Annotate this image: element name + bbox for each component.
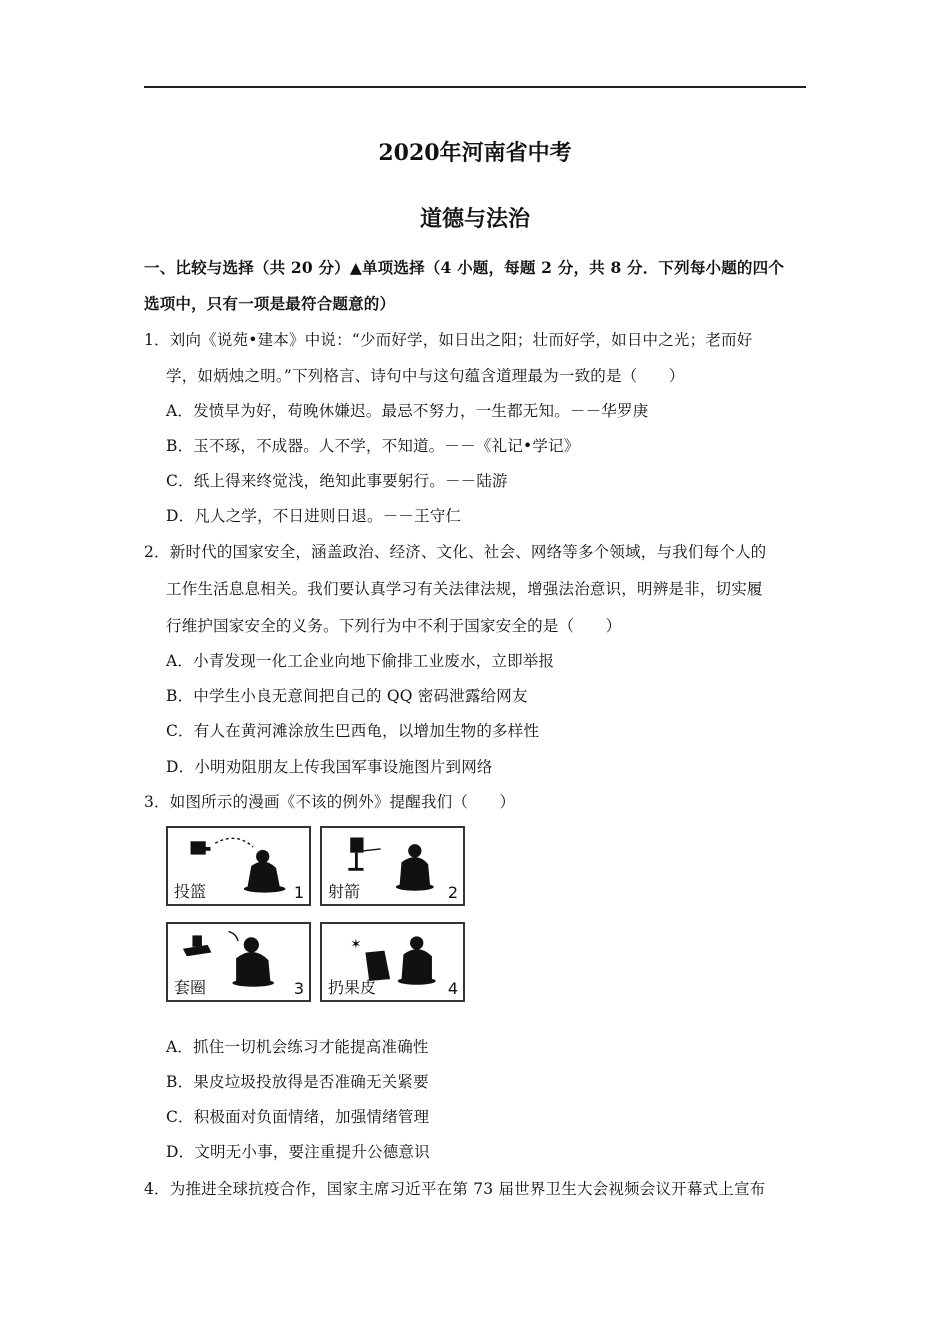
q1-option-d: D．凡人之学，不日进则日退。－－王守仁 [166,507,462,525]
comic-panel-1 [166,826,311,906]
q2-option-a: A．小青发现一化工企业向地下偷排工业废水，立即举报 [166,652,555,670]
comic-panel-3-label: 套圈 [174,978,207,997]
q3-stem-line1: 3．如图所示的漫画《不该的例外》提醒我们（ ） [144,793,516,811]
comic-panel-2-label: 射箭 [328,882,361,901]
header-rule [144,86,806,88]
section-heading-line2: 选项中，只有一项是最符合题意的） [144,294,396,313]
q2-option-b: B．中学生小良无意间把自己的 QQ 密码泄露给网友 [166,687,528,705]
q3-option-c: C．积极面对负面情绪，加强情绪管理 [166,1108,430,1126]
comic-panel-1-label: 投篮 [174,882,207,901]
section-heading-line1: 一、比较与选择（共 20 分）▲单项选择（4 小题，每题 2 分，共 8 分．下列每小题的四个 [144,258,785,277]
q2-stem-line2: 工作生活息息相关。我们要认真学习有关法律法规，增强法治意识，明辨是非，切实履 [166,580,763,598]
q2-option-d: D．小明劝阻朋友上传我国军事设施图片到网络 [166,758,493,776]
svg-text:✶: ✶ [350,937,362,953]
q2-stem-line3: 行维护国家安全的义务。下列行为中不利于国家安全的是（ ） [166,617,622,635]
comic-panel-2 [320,826,465,906]
q2-option-c: C．有人在黄河滩涂放生巴西龟，以增加生物的多样性 [166,722,540,740]
q2-stem-line1: 2．新时代的国家安全，涵盖政治、经济、文化、社会、网络等多个领域，与我们每个人的 [144,543,767,561]
comic-panel-1-number: 1 [293,883,304,902]
comic-panel-4-label: 扔果皮 [328,978,377,997]
comic-panel-4-number: 4 [447,979,458,998]
q3-option-a: A．抓住一切机会练习才能提高准确性 [166,1038,429,1056]
q1-stem-line2: 学，如炳烛之明。”下列格言、诗句中与这句蕴含道理最为一致的是（ ） [166,367,685,385]
exam-title: 2020年河南省中考 [378,140,572,166]
q1-option-a: A．发愤早为好，苟晚休嫌迟。最忌不努力，一生都无知。－－华罗庚 [166,402,649,420]
q3-option-d: D．文明无小事，要注重提升公德意识 [166,1143,430,1161]
comic-panel-3-number: 3 [293,979,304,998]
comic-panel-2-number: 2 [447,883,458,902]
comic-panel-3 [166,922,311,1002]
q3-option-b: B．果皮垃圾投放得是否准确无关紧要 [166,1073,429,1091]
comic-panel-4 [320,922,465,1002]
subject-title: 道德与法治 [419,206,530,232]
q4-stem-line1: 4．为推进全球抗疫合作，国家主席习近平在第 73 届世界卫生大会视频会议开幕式上宣布 [144,1180,766,1198]
comic-figure [166,826,472,1006]
q1-option-c: C．纸上得来终觉浅，绝知此事要躬行。－－陆游 [166,472,508,490]
q1-stem-line1: 1．刘向《说苑•建本》中说：“少而好学，如日出之阳；壮而好学，如日中之光；老而好 [144,331,753,349]
q1-option-b: B．玉不琢，不成器。人不学，不知道。－－《礼记•学记》 [166,437,580,455]
